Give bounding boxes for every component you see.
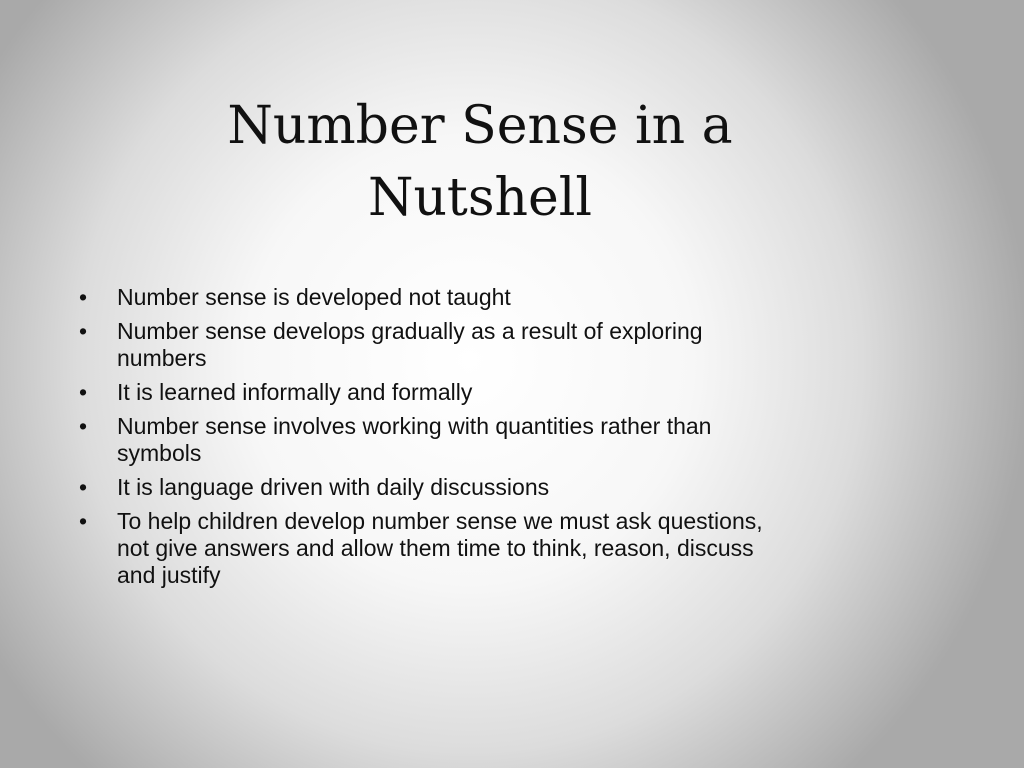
- bullet-text: Number sense develops gradually as a result of exploring numbers: [117, 318, 703, 371]
- bullet-list: [74, 284, 794, 596]
- bullet-text: It is language driven with daily discussions: [117, 474, 550, 500]
- bullet-text: Number sense is developed not taught: [117, 284, 511, 310]
- bullet-item: [74, 508, 794, 589]
- bullet-text: To help children develop number sense we must ask questions, not give answers and allow them time to think, reason, discuss and justify: [117, 508, 763, 588]
- bullet-item: [74, 318, 794, 372]
- bullet-text: Number sense involves working with quantities rather than symbols: [117, 413, 712, 466]
- bullet-dot-icon: •: [79, 318, 88, 344]
- bullet-item: [74, 379, 794, 406]
- bullet-item: [74, 474, 794, 501]
- bullet-dot-icon: •: [79, 413, 88, 439]
- bullet-dot-icon: •: [79, 474, 88, 500]
- slide-title: Number Sense in a Nutshell: [227, 96, 733, 228]
- bullet-text: It is learned informally and formally: [117, 379, 473, 405]
- bullet-dot-icon: •: [79, 508, 88, 534]
- bullet-item: [74, 284, 794, 311]
- bullet-dot-icon: •: [79, 284, 88, 310]
- bullet-dot-icon: •: [79, 379, 88, 405]
- bullet-item: [74, 413, 794, 467]
